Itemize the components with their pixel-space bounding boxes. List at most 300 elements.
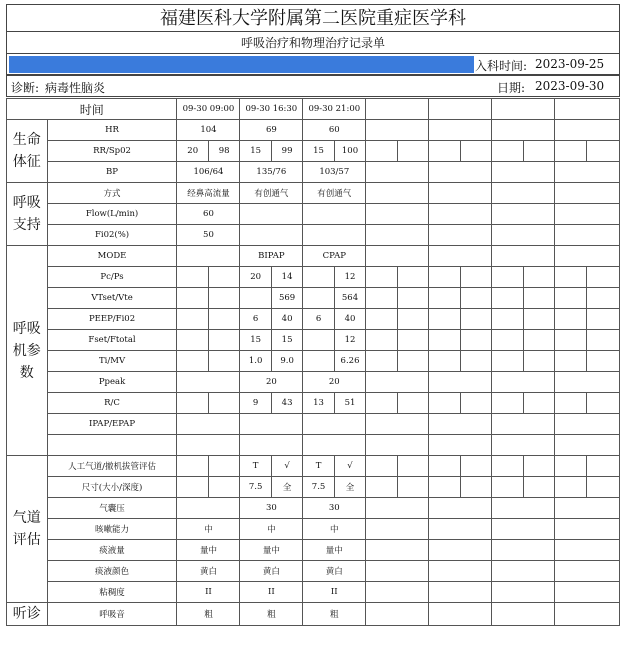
empty-cell [460,393,491,414]
empty-cell [429,183,492,204]
row-label: R/C [47,393,177,414]
empty-cell [366,540,429,561]
empty-cell [366,162,429,183]
table-row [7,372,620,393]
empty-cell [397,267,428,288]
table-cell: 51 [334,393,365,414]
empty-cell [177,288,208,309]
empty-cell [523,267,554,288]
table-cell: T [240,456,271,477]
empty-cell [397,309,428,330]
row-label: 方式 [47,183,177,204]
empty-cell [177,435,240,456]
empty-cell [554,519,619,540]
empty-cell [492,498,555,519]
empty-cell [492,99,555,120]
empty-cell [554,351,586,372]
table-cell: 104 [177,120,240,141]
empty-cell [429,246,492,267]
empty-cell [587,288,620,309]
empty-cell [587,393,620,414]
empty-cell [492,603,555,626]
empty-cell [366,561,429,582]
table-row [7,351,620,372]
table-cell: 6 [303,309,334,330]
category-resp: 呼吸支持 [7,183,48,246]
empty-cell [177,393,208,414]
empty-cell [492,435,555,456]
row-label: HR [47,120,177,141]
table-cell: 20 [240,267,271,288]
table-row [7,414,620,435]
empty-cell [366,519,429,540]
table-cell: 12 [334,267,365,288]
empty-cell [492,246,555,267]
table-cell: 粗 [177,603,240,626]
table-cell: 黄白 [177,561,240,582]
empty-cell [177,330,208,351]
empty-cell [429,351,460,372]
empty-cell [177,309,208,330]
table-cell: 99 [271,141,302,162]
table-cell: 14 [271,267,302,288]
empty-cell [554,561,619,582]
table-row [7,330,620,351]
empty-cell [554,498,619,519]
empty-cell [554,141,586,162]
empty-cell [366,141,397,162]
empty-cell [366,309,397,330]
table-cell: 中 [303,519,366,540]
table-cell: 564 [334,288,365,309]
empty-cell [554,603,619,626]
empty-cell [366,582,429,603]
empty-cell [523,330,554,351]
empty-cell [429,477,460,498]
time-cell: 09-30 21:00 [303,99,366,120]
empty-cell [177,351,208,372]
table-cell: BIPAP [240,246,303,267]
row-label: Fi02(%) [47,225,177,246]
row-label: BP [47,162,177,183]
table-row [7,540,620,561]
empty-cell [366,372,429,393]
empty-cell [240,204,303,225]
empty-cell [429,330,460,351]
empty-cell [208,456,239,477]
category-airway: 气道评估 [7,456,48,603]
table-row [7,393,620,414]
table-row [7,435,620,456]
document-title: 福建医科大学附属第二医院重症医学科 [6,4,620,32]
date-value: 2023-09-30 [535,79,605,93]
empty-cell [460,477,491,498]
table-cell: 全 [334,477,365,498]
empty-cell [492,120,555,141]
table-cell: 7.5 [303,477,334,498]
empty-cell [523,456,554,477]
empty-cell [429,99,492,120]
row-label: 咳嗽能力 [47,519,177,540]
empty-cell [587,477,620,498]
empty-cell [397,393,428,414]
table-cell: 60 [303,120,366,141]
table-row [7,267,620,288]
empty-cell [366,456,397,477]
empty-cell [177,456,208,477]
empty-cell [523,351,554,372]
empty-cell [429,414,492,435]
row-label: 呼吸音 [47,603,177,626]
table-cell: 40 [271,309,302,330]
row-label: MODE [47,246,177,267]
row-label: IPAP/EPAP [47,414,177,435]
redacted-patient-info [9,56,474,73]
table-cell: 50 [177,225,240,246]
empty-cell [460,309,491,330]
row-label: 痰液颜色 [47,561,177,582]
table-cell: 15 [303,141,334,162]
empty-cell [554,582,619,603]
table-cell: 经鼻高流量 [177,183,240,204]
category-vent: 呼吸机参数 [7,246,48,456]
empty-cell [429,561,492,582]
empty-cell [366,99,429,120]
empty-cell [303,225,366,246]
row-label: Ti/MV [47,351,177,372]
row-label: RR/Sp02 [47,141,177,162]
empty-cell [460,456,491,477]
empty-cell [492,351,523,372]
empty-cell [587,141,620,162]
empty-cell [177,372,240,393]
empty-cell [177,267,208,288]
table-row [7,225,620,246]
date-label: 日期: [497,81,526,95]
table-row [7,456,620,477]
empty-cell [240,225,303,246]
empty-cell [429,141,460,162]
empty-cell [460,141,491,162]
time-row [7,99,620,120]
empty-cell [492,372,555,393]
row-label: 粘稠度 [47,582,177,603]
table-row [7,561,620,582]
row-label: 尺寸(大小/深度) [47,477,177,498]
table-cell: 粗 [240,603,303,626]
empty-cell [587,267,620,288]
empty-cell [492,330,523,351]
empty-cell [208,330,239,351]
empty-cell [554,120,619,141]
table-cell: II [177,582,240,603]
empty-cell [429,225,492,246]
table-cell: 100 [334,141,365,162]
table-cell: 量中 [303,540,366,561]
empty-cell [366,330,397,351]
empty-cell [429,309,460,330]
table-cell: √ [271,456,302,477]
empty-cell [554,456,586,477]
table-cell: 569 [271,288,302,309]
table-cell: 43 [271,393,302,414]
empty-cell [587,456,620,477]
empty-cell [366,393,397,414]
row-label: Pc/Ps [47,267,177,288]
empty-cell [492,288,523,309]
time-cell: 09-30 16:30 [240,99,303,120]
empty-cell [303,435,366,456]
empty-cell [366,225,429,246]
empty-cell [429,498,492,519]
empty-cell [554,414,619,435]
empty-cell [429,288,460,309]
table-cell: 量中 [177,540,240,561]
category-ausc: 听诊 [7,603,48,626]
category-vitals: 生命体征 [7,120,48,183]
row-label: 气囊压 [47,498,177,519]
table-cell: 量中 [240,540,303,561]
empty-cell [429,603,492,626]
time-label: 时间 [7,99,177,120]
empty-cell [492,519,555,540]
empty-cell [208,393,239,414]
empty-cell [366,267,397,288]
empty-cell [554,267,586,288]
empty-cell [208,288,239,309]
empty-cell [492,393,523,414]
empty-cell [554,183,619,204]
empty-cell [240,435,303,456]
empty-cell [429,162,492,183]
empty-cell [460,330,491,351]
empty-cell [554,393,586,414]
diagnosis-value: 病毒性脑炎 [45,81,106,95]
empty-cell [492,582,555,603]
empty-cell [523,309,554,330]
empty-cell [303,330,334,351]
empty-cell [177,246,240,267]
table-cell: II [240,582,303,603]
table-row [7,204,620,225]
table-cell: 30 [303,498,366,519]
empty-cell [492,183,555,204]
empty-cell [366,435,429,456]
empty-cell [523,393,554,414]
empty-cell [397,456,428,477]
empty-cell [429,393,460,414]
table-row [7,183,620,204]
empty-cell [429,204,492,225]
empty-cell [429,120,492,141]
empty-cell [366,414,429,435]
table-cell: 135/76 [240,162,303,183]
row-label: 人工气道/撤机拔管评估 [47,456,177,477]
empty-cell [177,498,240,519]
table-cell: 有创通气 [240,183,303,204]
table-cell: 黄白 [240,561,303,582]
row-label: Flow(L/min) [47,204,177,225]
empty-cell [554,162,619,183]
empty-cell [523,288,554,309]
empty-cell [397,330,428,351]
row-label: VTset/Vte [47,288,177,309]
table-row [7,603,620,626]
empty-cell [429,435,492,456]
empty-cell [554,99,619,120]
empty-cell [397,351,428,372]
empty-cell [366,351,397,372]
empty-cell [492,456,523,477]
patient-info-row [6,53,620,75]
table-cell: 103/57 [303,162,366,183]
empty-cell [492,162,555,183]
table-cell: 106/64 [177,162,240,183]
admit-label: 入科时间: [475,59,528,73]
empty-cell [554,330,586,351]
table-cell: 9.0 [271,351,302,372]
table-cell: 15 [271,330,302,351]
empty-cell [208,477,239,498]
empty-cell [397,141,428,162]
empty-cell [177,414,240,435]
table-cell: T [303,456,334,477]
table-cell: 1.0 [240,351,271,372]
empty-cell [554,540,619,561]
table-cell: 13 [303,393,334,414]
table-cell: 6.26 [334,351,365,372]
empty-cell [366,498,429,519]
table-cell: 中 [177,519,240,540]
empty-cell [587,309,620,330]
empty-cell [366,477,397,498]
table-cell: II [303,582,366,603]
empty-cell [303,204,366,225]
empty-cell [366,603,429,626]
empty-cell [303,351,334,372]
table-cell: 20 [240,372,303,393]
empty-cell [429,582,492,603]
table-cell: 69 [240,120,303,141]
empty-cell [47,435,177,456]
empty-cell [429,372,492,393]
empty-cell [460,288,491,309]
table-cell: 40 [334,309,365,330]
table-cell: 9 [240,393,271,414]
empty-cell [366,246,429,267]
table-cell: 7.5 [240,477,271,498]
empty-cell [460,351,491,372]
empty-cell [587,330,620,351]
empty-cell [554,435,619,456]
empty-cell [492,540,555,561]
empty-cell [460,267,491,288]
empty-cell [429,267,460,288]
table-row [7,288,620,309]
empty-cell [523,141,554,162]
diagnosis-label: 诊断: [11,81,40,95]
empty-cell [554,372,619,393]
empty-cell [523,477,554,498]
empty-cell [492,225,555,246]
empty-cell [208,309,239,330]
empty-cell [366,120,429,141]
empty-cell [429,456,460,477]
record-table [6,98,620,626]
empty-cell [177,477,208,498]
table-cell: 粗 [303,603,366,626]
empty-cell [303,267,334,288]
empty-cell [492,414,555,435]
empty-cell [554,204,619,225]
table-cell: 60 [177,204,240,225]
row-label: Fset/Ftotal [47,330,177,351]
empty-cell [303,414,366,435]
empty-cell [492,141,523,162]
table-row [7,141,620,162]
empty-cell [554,288,586,309]
empty-cell [303,288,334,309]
table-row [7,477,620,498]
empty-cell [429,519,492,540]
empty-cell [587,351,620,372]
diagnosis-row [6,75,620,97]
empty-cell [492,204,555,225]
row-label: Ppeak [47,372,177,393]
empty-cell [429,540,492,561]
row-label: PEEP/Fi02 [47,309,177,330]
empty-cell [240,414,303,435]
empty-cell [208,267,239,288]
empty-cell [208,351,239,372]
table-row [7,120,620,141]
table-row [7,519,620,540]
table-cell: √ [334,456,365,477]
table-row [7,309,620,330]
table-row [7,582,620,603]
empty-cell [366,183,429,204]
table-cell: 全 [271,477,302,498]
table-row [7,246,620,267]
table-cell: 20 [177,141,208,162]
table-cell: CPAP [303,246,366,267]
document-subtitle: 呼吸治疗和物理治疗记录单 [6,31,620,53]
table-cell: 20 [303,372,366,393]
empty-cell [554,225,619,246]
empty-cell [554,477,586,498]
empty-cell [397,288,428,309]
table-cell: 12 [334,330,365,351]
empty-cell [397,477,428,498]
empty-cell [554,309,586,330]
empty-cell [366,288,397,309]
table-cell: 黄白 [303,561,366,582]
time-cell: 09-30 09:00 [177,99,240,120]
empty-cell [492,477,523,498]
empty-cell [240,288,271,309]
empty-cell [492,561,555,582]
empty-cell [554,246,619,267]
admit-date: 2023-09-25 [535,57,605,71]
table-cell: 6 [240,309,271,330]
table-cell: 有创通气 [303,183,366,204]
table-row [7,162,620,183]
table-cell: 15 [240,330,271,351]
table-cell: 30 [240,498,303,519]
empty-cell [492,267,523,288]
empty-cell [366,204,429,225]
empty-cell [492,309,523,330]
